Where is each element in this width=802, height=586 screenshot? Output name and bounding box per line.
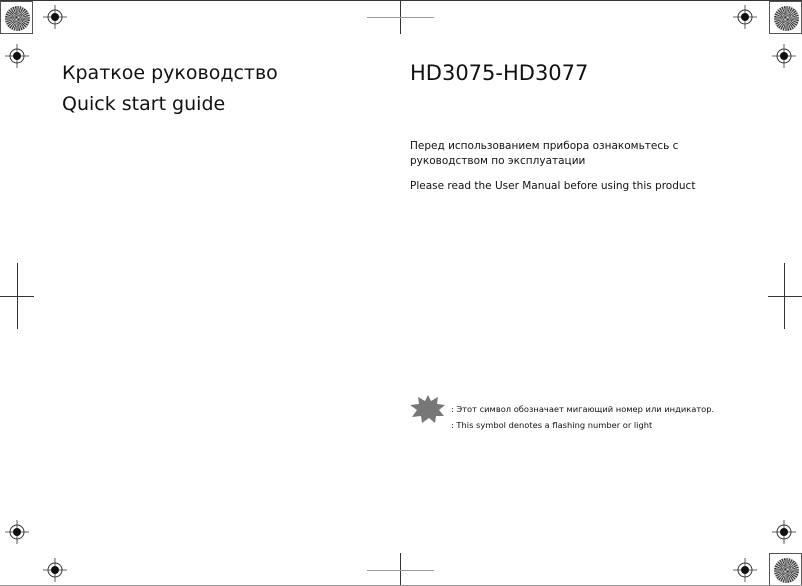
flashing-star-icon [410, 395, 446, 423]
crop-mark [768, 296, 802, 297]
symbol-description-russian: : Этот символ обозначает мигающий номер или индикатор. [451, 404, 715, 414]
registration-mark-icon [772, 44, 796, 68]
title-english: Quick start guide [62, 93, 226, 115]
color-target-top-right [769, 1, 802, 34]
registration-mark-icon [772, 520, 796, 544]
title-russian: Краткое руководство [62, 62, 278, 84]
crop-mark [367, 570, 434, 571]
notice-english: Please read the User Manual before using this product [410, 180, 696, 192]
crop-mark [367, 17, 434, 18]
notice-russian: Перед использованием прибора ознакомьтесь с руководством по эксплуатации [410, 140, 679, 167]
registration-mark-icon [733, 5, 757, 29]
crop-mark [0, 296, 34, 297]
registration-mark-icon [43, 558, 67, 582]
color-target-top-left [0, 1, 33, 34]
color-target-bottom-right [769, 553, 802, 586]
registration-mark-icon [5, 44, 29, 68]
registration-mark-icon [5, 520, 29, 544]
registration-mark-icon [733, 558, 757, 582]
registration-mark-icon [43, 5, 67, 29]
symbol-description-english: : This symbol denotes a flashing number or light [451, 420, 653, 430]
model-number: HD3075-HD3077 [410, 61, 589, 85]
